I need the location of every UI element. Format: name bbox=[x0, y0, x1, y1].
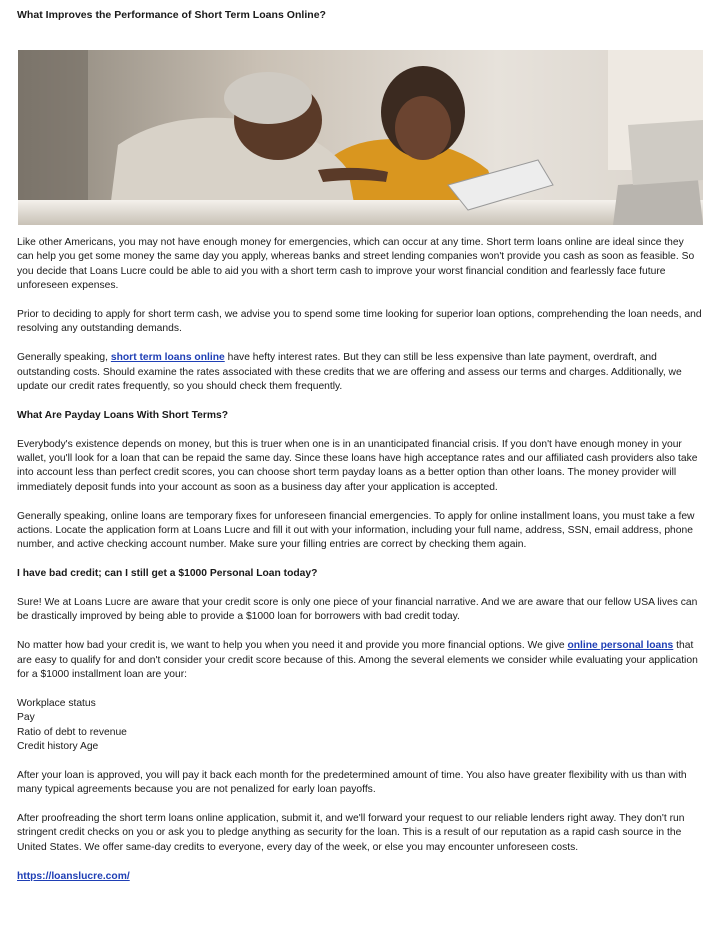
hero-photo bbox=[18, 50, 703, 225]
list-item: Pay bbox=[17, 712, 35, 724]
paragraph-text: No matter how bad your credit is, we want to help you when you need it and provide you more financial options. We give bbox=[17, 640, 568, 652]
section-heading: I have bad credit; can I still get a $1000 Personal Loan today? bbox=[17, 568, 318, 580]
paragraph: Sure! We at Loans Lucre are aware that your credit score is only one piece of your financial narrative. And we are aware that our fellow USA lives can be drastically improved by being able to provide a $1000 loan for borrowers with bad credit today. bbox=[17, 597, 698, 623]
elderly-couple-photo bbox=[18, 50, 703, 225]
list-item: Workplace status bbox=[17, 697, 96, 709]
online-personal-loans-link[interactable]: online personal loans bbox=[567, 640, 674, 652]
paragraph bbox=[17, 351, 703, 394]
paragraph: Prior to deciding to apply for short term cash, we advise you to spend some time looking for superior loan options, comprehending the loan needs, and resolving any outstanding demands. bbox=[17, 309, 702, 335]
short-term-loans-link[interactable]: short term loans online bbox=[110, 352, 225, 364]
paragraph bbox=[17, 870, 703, 884]
article-body bbox=[17, 236, 703, 898]
list-item: Credit history Age bbox=[17, 741, 99, 753]
list-item: Ratio of debt to revenue bbox=[17, 726, 127, 738]
paragraph: Everybody's existence depends on money, but this is truer when one is in an unanticipated financial crisis. If you don't have enough money in your wallet, you'll look for a loan that can be repaid the same day. Since these loans have high acceptance rates and our affiliated cash providers also take into account less than perfect credit scores, you can choose short term payday loans as a better option than other loans. The money provider will immediately deposit funds into your account as soon as a business day after your application is accepted. bbox=[17, 438, 698, 493]
paragraph-text: Generally speaking, bbox=[17, 352, 111, 364]
paragraph: After proofreading the short term loans online application, submit it, and we'll forward your request to our reliable lenders right away. They don't run stringent credit checks on you or ask you to pledge anything as security for the loan. This is a result of our reputation as a rapid cash source in the United States. We offer same-day credits to everyone, every day of the week, or else you may encounter unforeseen costs. bbox=[17, 813, 685, 853]
paragraph: After your loan is approved, you will pay it back each month for the predetermined amount of time. You also have greater flexibility with us than with many typical agreements because you are not penalized for early loan payoffs. bbox=[17, 769, 687, 796]
paragraph: Generally speaking, online loans are temporary fixes for unforeseen financial emergencies. To apply for online installment loans, you must take a few actions. Locate the application form at Loans Lucre and fill it out with your information, including your full name, address, SSN, email address, phone number, and active checking account number. Make sure your filling entries are correct by checking them again. bbox=[17, 510, 695, 551]
criteria-list bbox=[17, 697, 703, 755]
paragraph-text: that are easy to qualify for and don't consider your credit score because of this. Among the several elements we consider while evaluating your application for a $1000 installment loan are your: bbox=[17, 640, 698, 681]
website-link[interactable]: https://loanslucre.com/ bbox=[17, 870, 130, 882]
paragraph: Like other Americans, you may not have enough money for emergencies, which can occur at any time. Short term loans online are ideal since they can help you get some money the same day you apply, whereas banks and street lending companies won't provide you cash as soon as feasible. So you decide that Loans Lucre could be able to aid you with a short term cash to improve your worst financial condition and fearlessly face future unforeseen expenses. bbox=[17, 237, 695, 292]
page-title: What Improves the Performance of Short Term Loans Online? bbox=[17, 9, 326, 21]
paragraph-text: have hefty interest rates. But they can still be less expensive than late payment, overdraft, and outstanding costs. Should examine the rates associated with these credits that we are offering and assess our terms and charges. Additionally, we update our credit rates frequently, so you should check them frequently. bbox=[17, 352, 682, 393]
section-heading: What Are Payday Loans With Short Terms? bbox=[17, 409, 229, 421]
paragraph bbox=[17, 639, 703, 682]
